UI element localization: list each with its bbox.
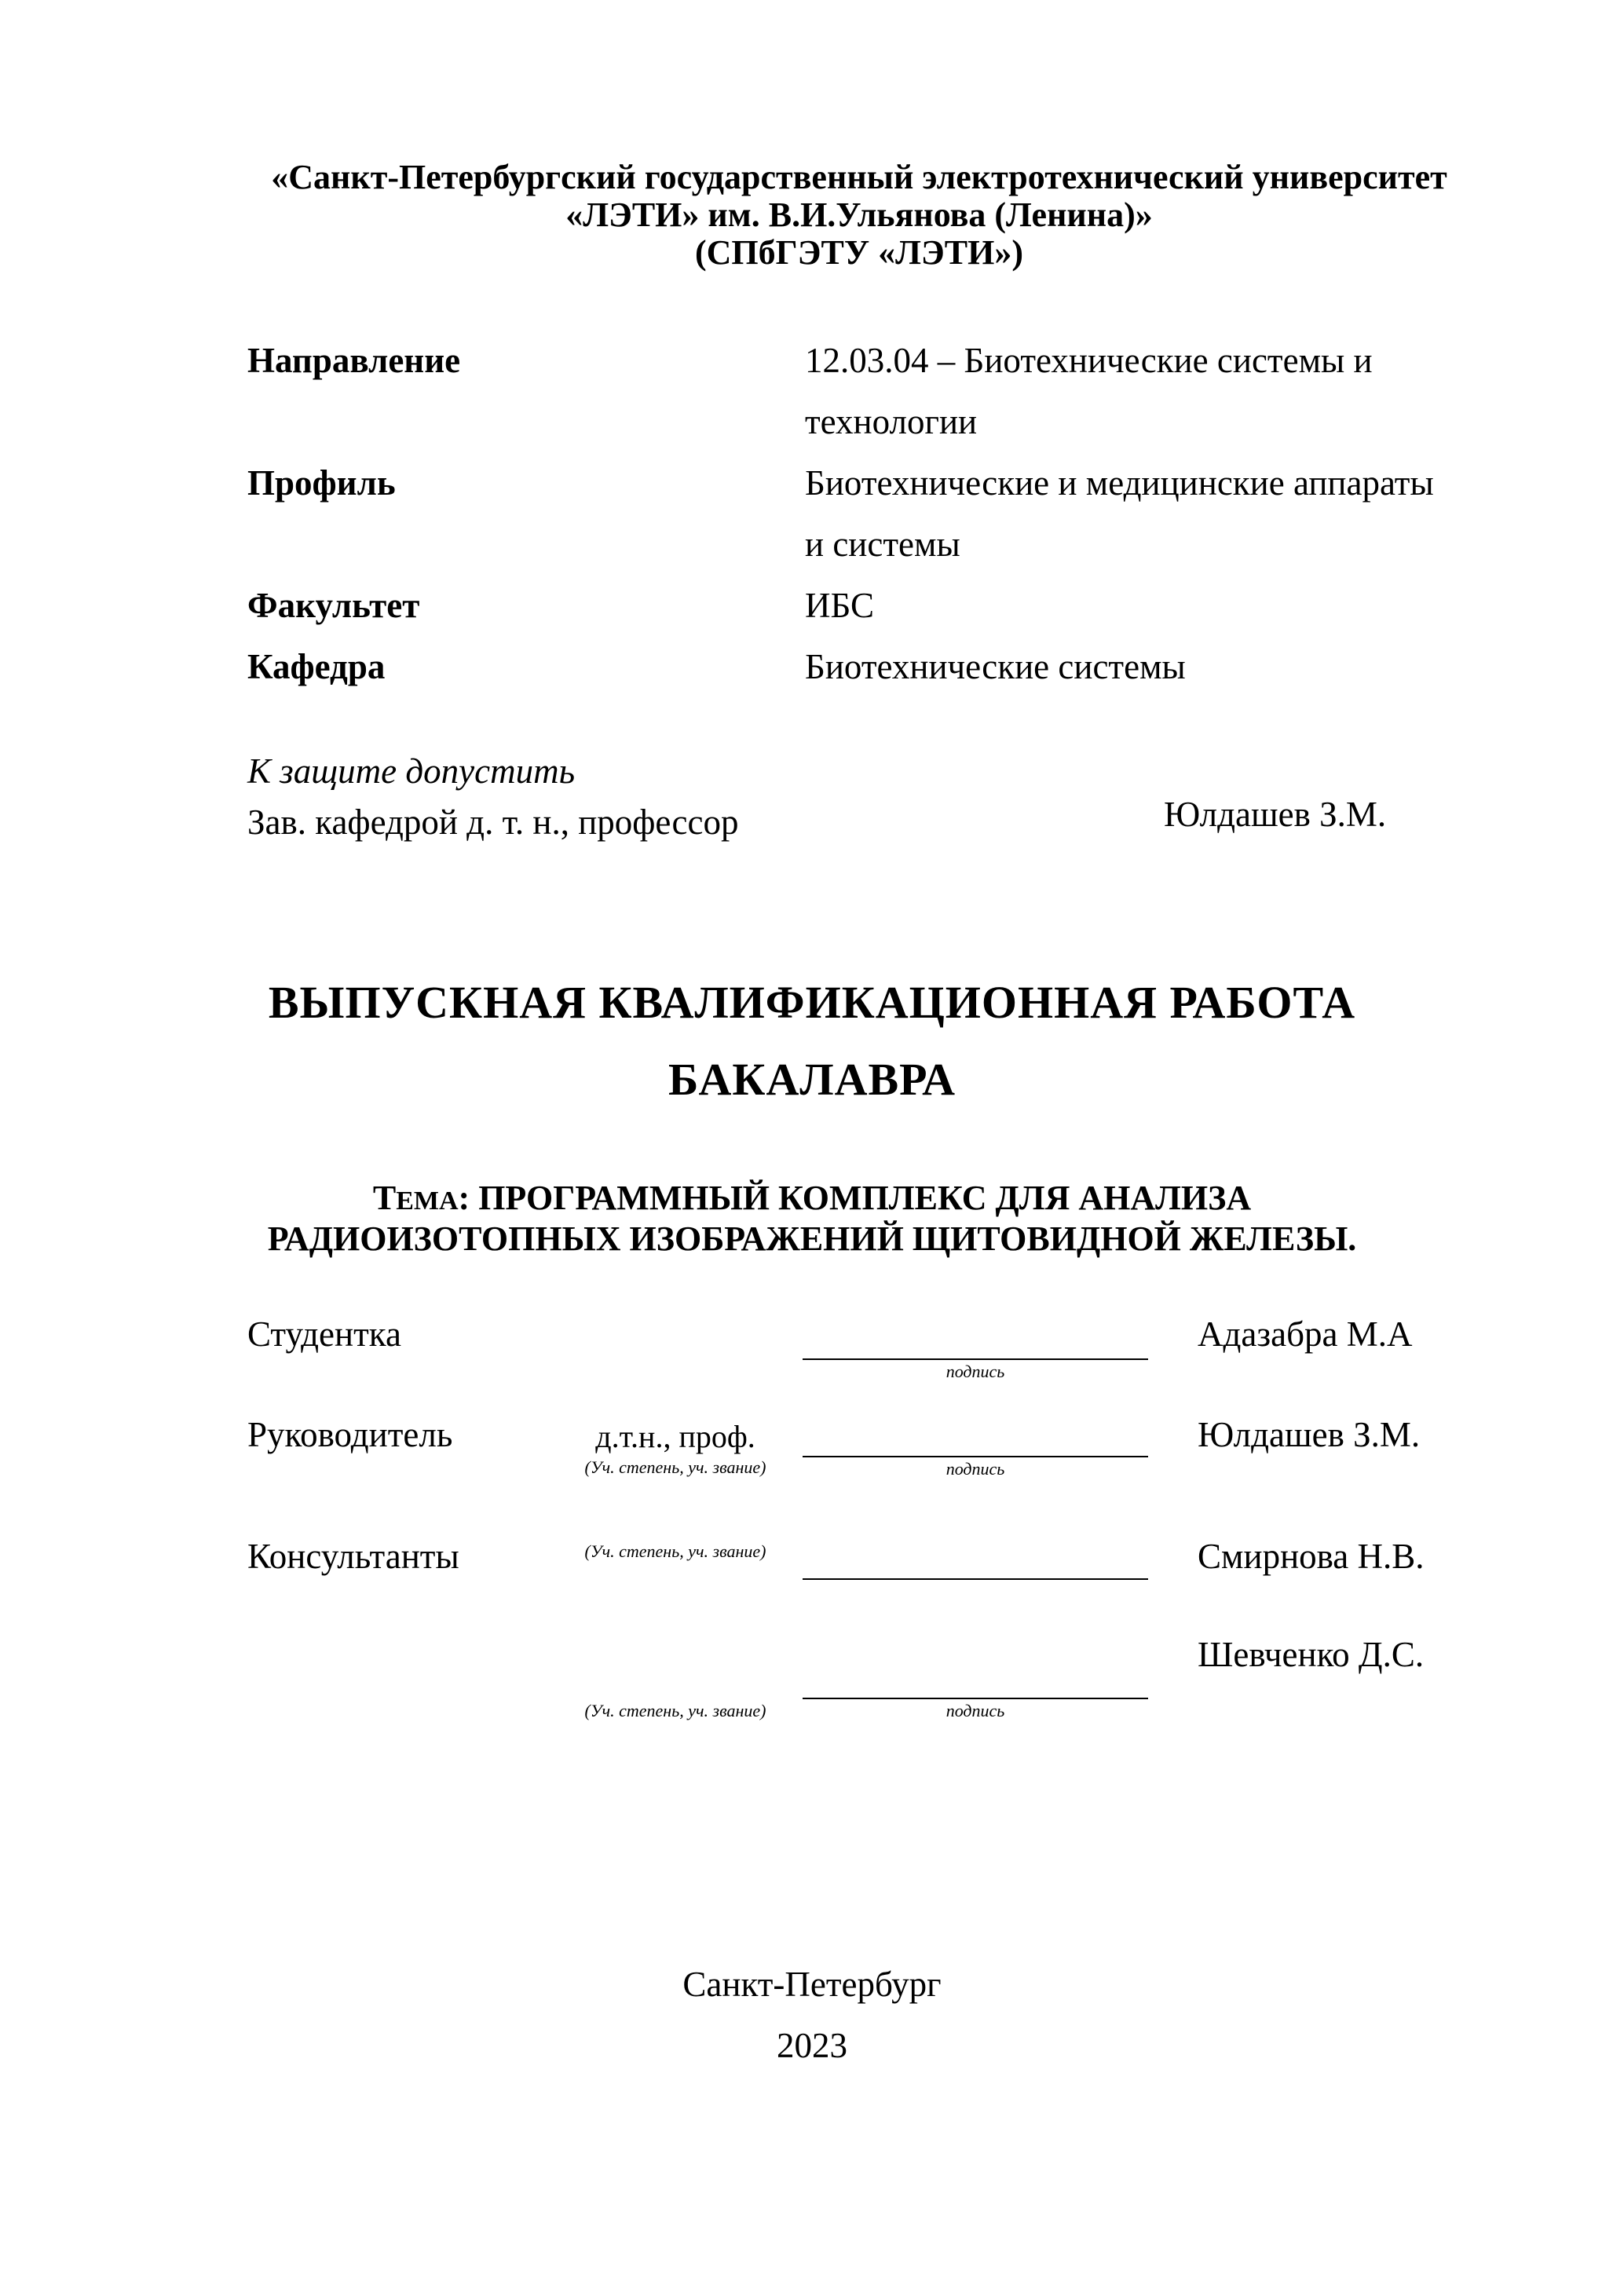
topic-line1 [0, 1178, 1624, 1222]
city: Санкт-Петербург [682, 1965, 942, 2004]
department-label: Кафедра [247, 647, 386, 686]
consultant2-degree-caption: (Уч. степень, уч. звание) [584, 1701, 766, 1720]
student-signature-line [803, 1358, 1148, 1360]
consultant2-signature-caption: подпись [946, 1701, 1005, 1720]
admission-label: К защите допустить [247, 751, 576, 791]
head-of-department-title: Зав. кафедрой д. т. н., профессор [247, 803, 739, 842]
head-of-department-name: Юлдашев З.М. [1164, 795, 1387, 834]
university-name-line1: «Санкт-Петербургский государственный электротехнический университет [271, 158, 1447, 196]
student-signature-caption: подпись [946, 1362, 1005, 1381]
faculty-value: ИБС [805, 586, 875, 625]
profile-value-line1: Биотехнические и медицинские аппараты [805, 463, 1434, 503]
topic-text-line1: ПРОГРАММНЫЙ КОМПЛЕКС ДЛЯ АНАЛИЗА [478, 1179, 1252, 1217]
topic-line2: РАДИОИЗОТОПНЫХ ИЗОБРАЖЕНИЙ ЩИТОВИДНОЙ ЖЕЛЕЗЫ. [267, 1219, 1357, 1258]
supervisor-role: Руководитель [247, 1415, 453, 1454]
student-name: Адазабра М.А [1198, 1314, 1413, 1354]
supervisor-signature-line [803, 1456, 1148, 1457]
supervisor-degree: д.т.н., проф. [595, 1419, 755, 1454]
department-value: Биотехнические системы [805, 647, 1186, 686]
direction-label: Направление [247, 341, 461, 380]
work-title-line2: БАКАЛАВРА [668, 1054, 956, 1105]
faculty-label: Факультет [247, 586, 420, 625]
consultant2-signature-line [803, 1698, 1148, 1699]
supervisor-name: Юлдашев З.М. [1198, 1415, 1421, 1454]
student-role: Студентка [247, 1314, 401, 1354]
consultant1-name: Смирнова Н.В. [1198, 1537, 1425, 1576]
year: 2023 [777, 2026, 847, 2065]
direction-value-line1: 12.03.04 – Биотехнические системы и [805, 341, 1373, 380]
university-name-line2: «ЛЭТИ» им. В.И.Ульянова (Ленина)» [565, 196, 1153, 234]
consultant1-degree-caption: (Уч. степень, уч. звание) [584, 1541, 766, 1561]
university-abbreviation: (СПбГЭТУ «ЛЭТИ») [695, 233, 1023, 272]
direction-value-line2: технологии [805, 402, 978, 441]
consultant2-name: Шевченко Д.С. [1198, 1635, 1425, 1674]
supervisor-degree-caption: (Уч. степень, уч. звание) [584, 1457, 766, 1477]
consultants-role: Консультанты [247, 1537, 459, 1576]
consultant1-signature-line [803, 1578, 1148, 1580]
profile-label: Профиль [247, 463, 396, 503]
work-title-line1: ВЫПУСКНАЯ КВАЛИФИКАЦИОННАЯ РАБОТА [268, 977, 1356, 1028]
supervisor-signature-caption: подпись [946, 1459, 1005, 1479]
profile-value-line2: и системы [805, 525, 960, 564]
topic-label: ТЕМА: [372, 1179, 470, 1217]
